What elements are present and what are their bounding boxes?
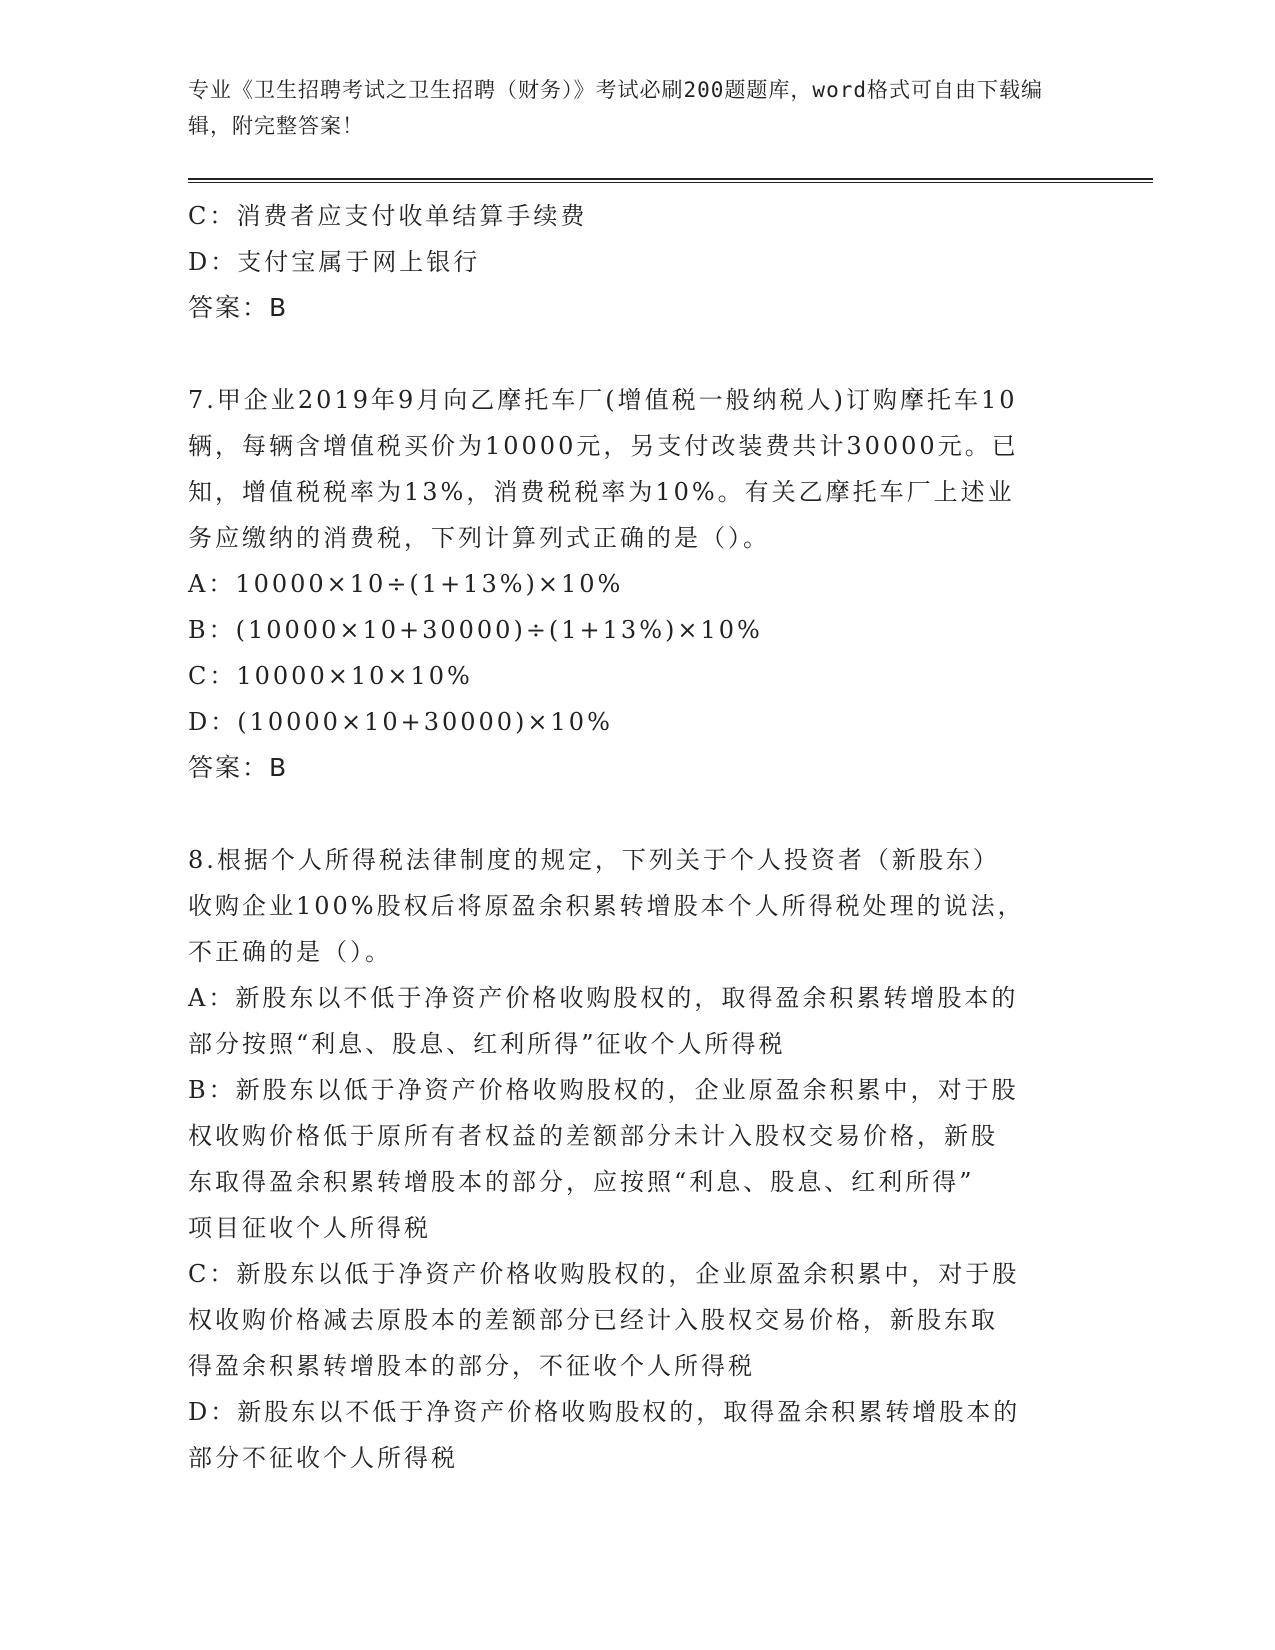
q8-option-c-line: 权收购价格减去原股本的差额部分已经计入股权交易价格，新股东取 (188, 1306, 998, 1334)
q7-stem-line: 知，增值税税率为13%，消费税税率为10%。有关乙摩托车厂上述业 (188, 478, 1015, 506)
q7-stem-line: 7.甲企业2019年9月向乙摩托车厂(增值税一般纳税人)订购摩托车10 (188, 386, 1018, 414)
q8-option-a-line: A：新股东以不低于净资产价格收购股权的，取得盈余积累转增股本的 (188, 984, 1019, 1012)
q7-option-a: A：10000×10÷(1+13%)×10% (188, 570, 624, 598)
q7-option-c: C：10000×10×10% (188, 662, 473, 690)
q8-stem-line: 8.根据个人所得税法律制度的规定，下列关于个人投资者（新股东） (188, 846, 1000, 874)
q8-option-a-line: 部分按照“利息、股息、红利所得”征收个人所得税 (188, 1030, 786, 1058)
spacer (188, 791, 1153, 837)
q7-stem-line: 辆，每辆含增值税买价为10000元，另支付改装费共计30000元。已 (188, 432, 1019, 460)
q8-stem-line: 收购企业100%股权后将原盈余积累转增股本个人所得税处理的说法， (188, 892, 1025, 920)
q8-stem-line: 不正确的是（）。 (188, 938, 392, 966)
question-7 (188, 377, 1088, 791)
q8-option-b-line: 项目征收个人所得税 (188, 1214, 431, 1242)
header-title: 专业《卫生招聘考试之卫生招聘（财务）》考试必刷200题题库，word格式可自由下载编辑，附完整答案！ (188, 78, 1043, 138)
q8-option-c-line: 得盈余积累转增股本的部分，不征收个人所得税 (188, 1352, 755, 1380)
q7-stem-line: 务应缴纳的消费税，下列计算列式正确的是（）。 (188, 524, 770, 552)
header-divider (188, 178, 1153, 183)
q7-option-b: B：(10000×10+30000)÷(1+13%)×10% (188, 616, 763, 644)
q6-option-d: D：支付宝属于网上银行 (188, 248, 481, 276)
q8-option-d-line: 部分不征收个人所得税 (188, 1444, 458, 1472)
spacer (188, 331, 1153, 377)
q6-answer: 答案：B (188, 293, 289, 322)
document-page (188, 72, 1153, 1481)
q8-option-b-line: 东取得盈余积累转增股本的部分，应按照“利息、股息、红利所得” (188, 1168, 975, 1196)
q6-option-c: C：消费者应支付收单结算手续费 (188, 202, 588, 230)
q8-option-b-line: B：新股东以低于净资产价格收购股权的，企业原盈余积累中，对于股 (188, 1076, 1019, 1104)
q7-answer: 答案：B (188, 753, 289, 782)
q7-option-d: D：(10000×10+30000)×10% (188, 708, 613, 736)
q8-option-d-line: D：新股东以不低于净资产价格收购股权的，取得盈余积累转增股本的 (188, 1398, 1021, 1426)
q8-option-b-line: 权收购价格低于原所有者权益的差额部分未计入股权交易价格，新股 (188, 1122, 998, 1150)
question-8 (188, 837, 1088, 1481)
q8-option-c-line: C：新股东以低于净资产价格收购股权的，企业原盈余积累中，对于股 (188, 1260, 1020, 1288)
question-6-tail (188, 193, 1088, 331)
